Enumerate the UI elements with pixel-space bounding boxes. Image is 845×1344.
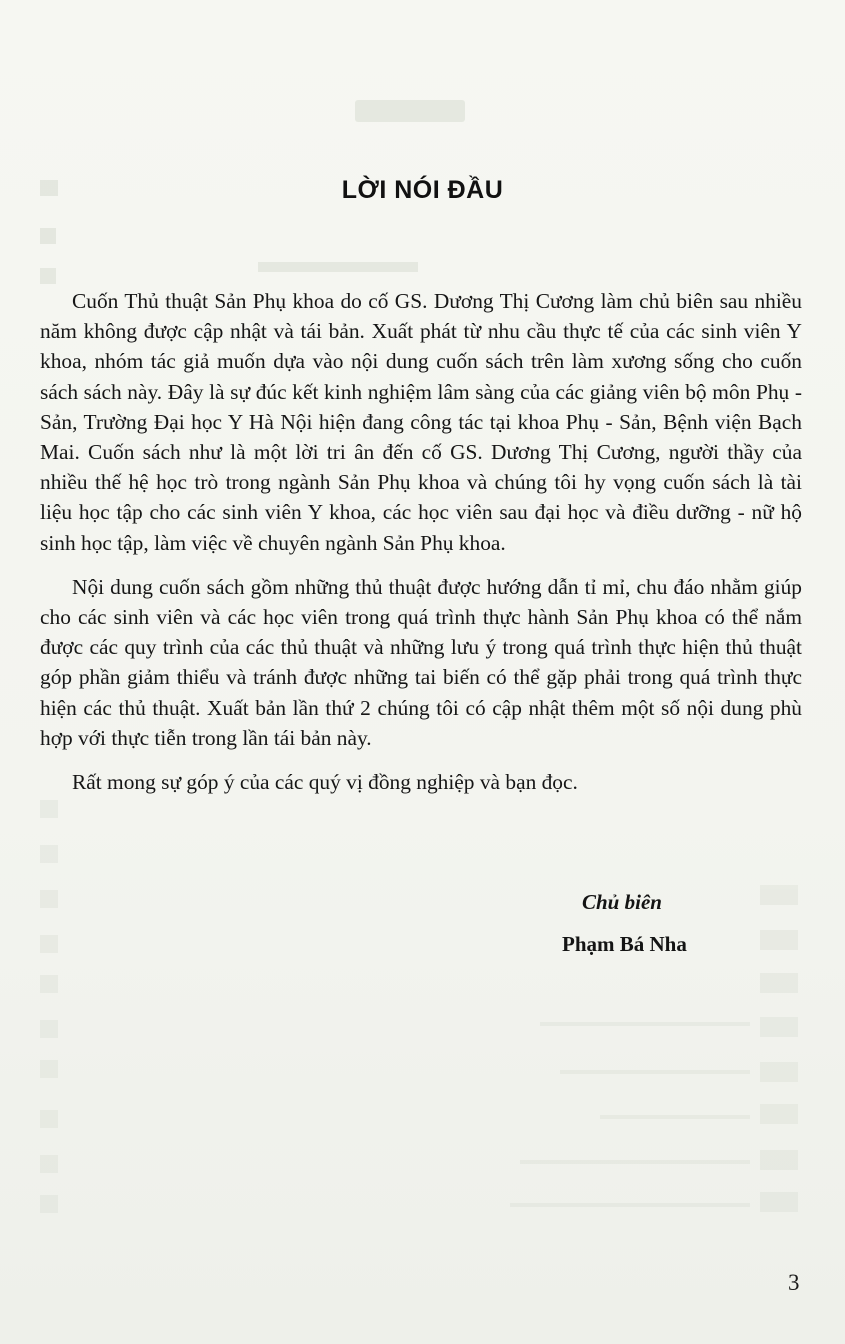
page-title: LỜI NÓI ĐẦU [341, 176, 504, 204]
paragraph-content: Nội dung cuốn sách gồm những thủ thuật được hướng dẫn tỉ mỉ, chu đáo nhằm giúp cho các sinh viên và các học viên trong quá trình thực hành Sản Phụ khoa có thể nắm được các quy trình của các thủ thuật và những lưu ý trong quá trình thực hiện thủ thuật góp phần giảm thiểu và tránh được những tai biến có thể gặp phải trong quá trình thực hiện các thủ thuật. Xuất bản lần thứ 2 chúng tôi có cập nhật thêm một số nội dung phù hợp với thực tiễn trong lần tái bản này. [40, 574, 802, 750]
page-number: 3 [788, 1270, 800, 1295]
paragraph-intro: Cuốn Thủ thuật Sản Phụ khoa do cố GS. Dương Thị Cương làm chủ biên sau nhiều năm không được cập nhật và tái bản. Xuất phát từ nhu cầu thực tế của các sinh viên Y khoa, nhóm tác giả muốn dựa vào nội dung cuốn sách trên làm xương sống cho cuốn sách sách này. Đây là sự đúc kết kinh nghiệm lâm sàng của các giảng viên bộ môn Phụ - Sản, Trường Đại học Y Hà Nội hiện đang công tác tại khoa Phụ - Sản, Bệnh viện Bạch Mai. Cuốn sách như là một lời tri ân đến cố GS. Dương Thị Cương, người thầy của nhiều thế hệ học trò trong ngành Sản Phụ khoa và chúng tôi hy vọng cuốn sách là tài liệu học tập cho các sinh viên Y khoa, các học viên sau đại học và điều dưỡng - nữ hộ sinh học tập, làm việc về chuyên ngành Sản Phụ khoa. [40, 289, 802, 555]
signature-role: Chủ biên [582, 890, 662, 914]
signature-name: Phạm Bá Nha [562, 932, 687, 956]
preface-body [40, 286, 802, 811]
paragraph-closing: Rất mong sự góp ý của các quý vị đồng nghiệp và bạn đọc. [72, 770, 578, 795]
